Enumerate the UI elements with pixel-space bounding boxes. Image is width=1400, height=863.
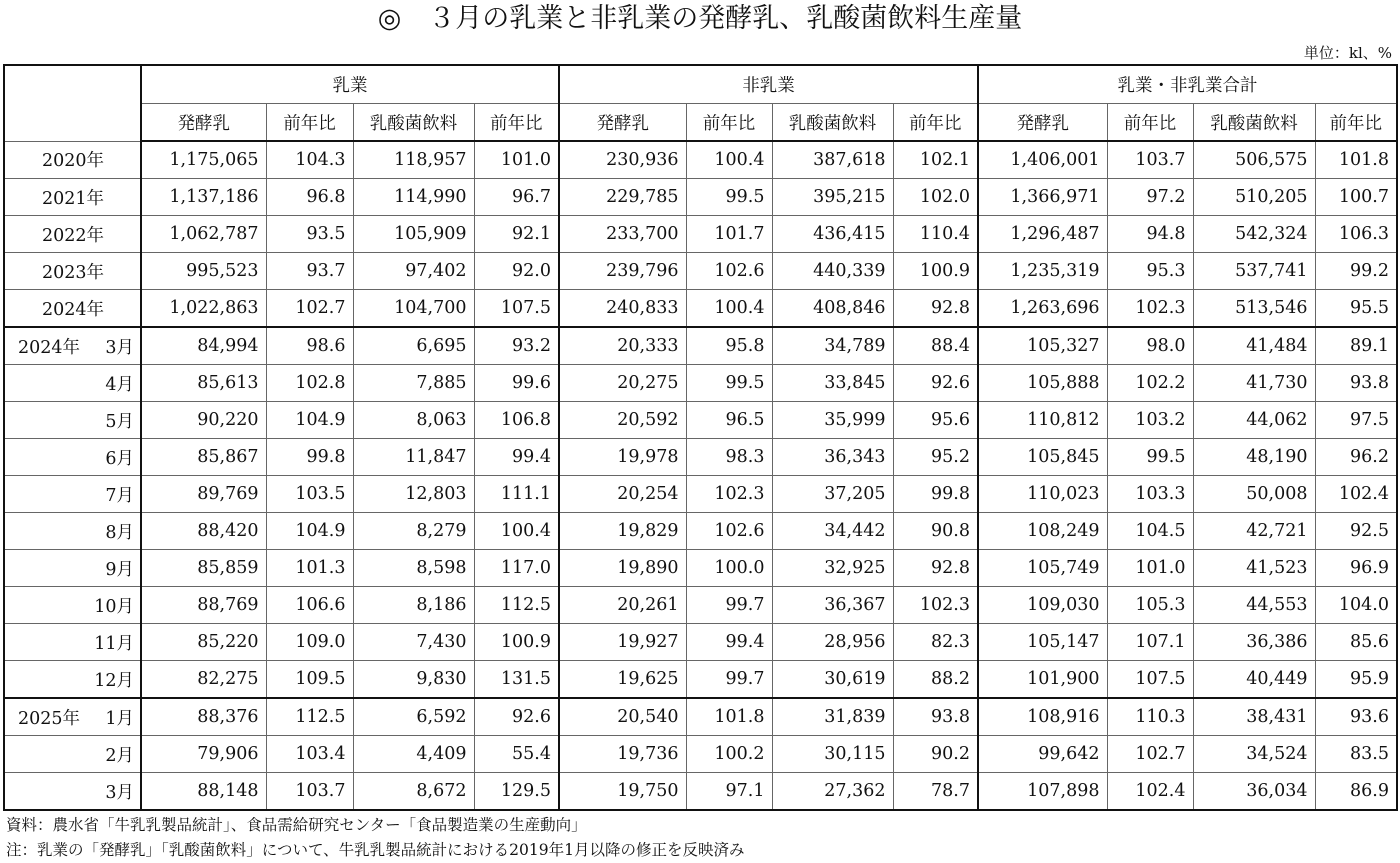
table-cell: 27,362: [772, 773, 893, 811]
table-cell: 99.4: [686, 624, 772, 661]
table-cell: 90.8: [893, 513, 978, 550]
table-cell: 100.4: [686, 141, 772, 179]
table-cell: 37,205: [772, 476, 893, 513]
table-cell: 8,598: [353, 550, 474, 587]
row-month: 6月: [105, 448, 134, 469]
table-cell: 102.7: [1107, 736, 1193, 773]
table-cell: 105,749: [978, 550, 1107, 587]
row-month: 8月: [105, 522, 134, 543]
row-month: 7月: [105, 485, 134, 506]
table-cell: 105,888: [978, 365, 1107, 402]
table-cell: 28,956: [772, 624, 893, 661]
column-header: 発酵乳: [978, 104, 1107, 142]
table-cell: 99.2: [1315, 253, 1397, 290]
row-label: [4, 141, 141, 179]
table-cell: 104.3: [266, 141, 353, 179]
table-cell: 100.7: [1315, 179, 1397, 216]
table-row: [4, 587, 1397, 624]
table-cell: 97.1: [686, 773, 772, 811]
table-cell: 1,175,065: [141, 141, 266, 179]
table-cell: 20,592: [559, 402, 686, 439]
table-cell: 82,275: [141, 661, 266, 699]
table-cell: 510,205: [1193, 179, 1315, 216]
table-cell: 109,030: [978, 587, 1107, 624]
table-cell: 106.3: [1315, 216, 1397, 253]
table-cell: 101.3: [266, 550, 353, 587]
table-cell: 103.2: [1107, 402, 1193, 439]
table-cell: 92.6: [474, 698, 559, 736]
table-cell: 96.7: [474, 179, 559, 216]
table-row: [4, 698, 1397, 736]
table-cell: 7,885: [353, 365, 474, 402]
table-cell: 19,625: [559, 661, 686, 699]
table-cell: 542,324: [1193, 216, 1315, 253]
table-cell: 55.4: [474, 736, 559, 773]
table-cell: 50,008: [1193, 476, 1315, 513]
table-cell: 1,263,696: [978, 290, 1107, 328]
table-cell: 102.8: [266, 365, 353, 402]
table-cell: 96.9: [1315, 550, 1397, 587]
column-header: 前年比: [1107, 104, 1193, 142]
table-cell: 395,215: [772, 179, 893, 216]
table-cell: 506,575: [1193, 141, 1315, 179]
table-cell: 36,386: [1193, 624, 1315, 661]
table-cell: 40,449: [1193, 661, 1315, 699]
table-cell: 35,999: [772, 402, 893, 439]
table-cell: 103.3: [1107, 476, 1193, 513]
table-cell: 97.5: [1315, 402, 1397, 439]
row-label: [4, 624, 141, 661]
table-cell: 103.7: [1107, 141, 1193, 179]
row-year: 2020年: [41, 151, 105, 172]
table-cell: 19,829: [559, 513, 686, 550]
source-note: 資料：農水省「牛乳乳製品統計」、食品需給研究センター「食品製造業の生産動向」: [6, 816, 587, 834]
table-cell: 92.5: [1315, 513, 1397, 550]
table-cell: 110,812: [978, 402, 1107, 439]
table-cell: 19,750: [559, 773, 686, 811]
table-cell: 110.3: [1107, 698, 1193, 736]
row-month: 5月: [105, 411, 134, 432]
table-cell: 105.3: [1107, 587, 1193, 624]
table-cell: 1,235,319: [978, 253, 1107, 290]
table-cell: 102.0: [893, 179, 978, 216]
table-cell: 31,839: [772, 698, 893, 736]
table-cell: 107.1: [1107, 624, 1193, 661]
table-cell: 100.9: [893, 253, 978, 290]
table-cell: 83.5: [1315, 736, 1397, 773]
table-cell: 1,137,186: [141, 179, 266, 216]
table-cell: 99.5: [686, 365, 772, 402]
table-cell: 19,927: [559, 624, 686, 661]
row-label: [4, 698, 141, 736]
row-year: 2024年: [41, 299, 105, 320]
table-cell: 94.8: [1107, 216, 1193, 253]
table-cell: 92.6: [893, 365, 978, 402]
row-year: 2023年: [41, 262, 105, 283]
table-cell: 112.5: [266, 698, 353, 736]
table-cell: 20,261: [559, 587, 686, 624]
row-label: [4, 773, 141, 811]
table-cell: 102.6: [686, 253, 772, 290]
table-cell: 12,803: [353, 476, 474, 513]
table-cell: 105,327: [978, 327, 1107, 365]
table-cell: 99,642: [978, 736, 1107, 773]
unit-label: 単位：kl、%: [1303, 44, 1392, 62]
row-label: [4, 513, 141, 550]
table-cell: 20,275: [559, 365, 686, 402]
column-header: 乳酸菌飲料: [353, 104, 474, 142]
table-cell: 112.5: [474, 587, 559, 624]
table-cell: 102.1: [893, 141, 978, 179]
table-cell: 93.5: [266, 216, 353, 253]
row-month: 1月: [105, 708, 134, 729]
table-cell: 995,523: [141, 253, 266, 290]
table-cell: 102.3: [686, 476, 772, 513]
table-cell: 100.4: [686, 290, 772, 328]
group-header-dairy: 乳業: [141, 65, 559, 104]
table-cell: 93.2: [474, 327, 559, 365]
column-header: 前年比: [474, 104, 559, 142]
table-cell: 95.5: [1315, 290, 1397, 328]
table-cell: 101.0: [474, 141, 559, 179]
footnote: 注：乳業の「発酵乳」「乳酸菌飲料」について、牛乳乳製品統計における2019年1月以降の修正を反映済み: [6, 841, 745, 859]
table-cell: 101.7: [686, 216, 772, 253]
table-cell: 20,540: [559, 698, 686, 736]
table-cell: 8,672: [353, 773, 474, 811]
table-cell: 19,890: [559, 550, 686, 587]
table-cell: 109.0: [266, 624, 353, 661]
table-cell: 104,700: [353, 290, 474, 328]
row-label: [4, 661, 141, 699]
table-cell: 38,431: [1193, 698, 1315, 736]
table-cell: 79,906: [141, 736, 266, 773]
row-label: [4, 402, 141, 439]
table-cell: 9,830: [353, 661, 474, 699]
table-cell: 229,785: [559, 179, 686, 216]
table-cell: 6,695: [353, 327, 474, 365]
table-cell: 88,376: [141, 698, 266, 736]
table-cell: 41,484: [1193, 327, 1315, 365]
table-cell: 104.9: [266, 513, 353, 550]
table-cell: 85,613: [141, 365, 266, 402]
table-cell: 104.5: [1107, 513, 1193, 550]
table-row: [4, 216, 1397, 253]
table-cell: 104.9: [266, 402, 353, 439]
table-cell: 33,845: [772, 365, 893, 402]
row-year: 2024年: [18, 337, 81, 358]
table-cell: 88,148: [141, 773, 266, 811]
row-year: 2025年: [18, 708, 81, 729]
column-header: 乳酸菌飲料: [1193, 104, 1315, 142]
table-cell: 105,909: [353, 216, 474, 253]
table-cell: 99.7: [686, 661, 772, 699]
table-cell: 88,769: [141, 587, 266, 624]
table-cell: 240,833: [559, 290, 686, 328]
column-header: 前年比: [1315, 104, 1397, 142]
table-cell: 92.0: [474, 253, 559, 290]
table-row: [4, 141, 1397, 179]
table-cell: 84,994: [141, 327, 266, 365]
table-cell: 99.6: [474, 365, 559, 402]
table-cell: 105,147: [978, 624, 1107, 661]
row-month: 10月: [94, 596, 134, 617]
table-cell: 92.1: [474, 216, 559, 253]
table-cell: 408,846: [772, 290, 893, 328]
row-month: 9月: [105, 559, 134, 580]
table-cell: 102.2: [1107, 365, 1193, 402]
table-row: [4, 179, 1397, 216]
table-cell: 90,220: [141, 402, 266, 439]
table-cell: 92.8: [893, 290, 978, 328]
table-cell: 34,524: [1193, 736, 1315, 773]
table-cell: 102.4: [1315, 476, 1397, 513]
table-row: [4, 736, 1397, 773]
column-header: 前年比: [893, 104, 978, 142]
table-cell: 440,339: [772, 253, 893, 290]
table-cell: 387,618: [772, 141, 893, 179]
column-header: 前年比: [266, 104, 353, 142]
table-cell: 98.3: [686, 439, 772, 476]
table-cell: 103.5: [266, 476, 353, 513]
table-cell: 11,847: [353, 439, 474, 476]
table-row: [4, 402, 1397, 439]
row-label: [4, 179, 141, 216]
table-cell: 99.4: [474, 439, 559, 476]
table-cell: 44,553: [1193, 587, 1315, 624]
table-cell: 36,343: [772, 439, 893, 476]
column-header: 乳酸菌飲料: [772, 104, 893, 142]
table-cell: 233,700: [559, 216, 686, 253]
table-cell: 85.6: [1315, 624, 1397, 661]
table-cell: 108,249: [978, 513, 1107, 550]
table-cell: 88.2: [893, 661, 978, 699]
table-cell: 100.0: [686, 550, 772, 587]
row-month: 3月: [105, 337, 134, 358]
table-cell: 88,420: [141, 513, 266, 550]
table-cell: 41,730: [1193, 365, 1315, 402]
table-cell: 93.7: [266, 253, 353, 290]
group-header-non-dairy: 非乳業: [559, 65, 978, 104]
table-row: [4, 773, 1397, 811]
table-cell: 8,186: [353, 587, 474, 624]
table-row: [4, 439, 1397, 476]
table-cell: 1,406,001: [978, 141, 1107, 179]
table-cell: 98.6: [266, 327, 353, 365]
table-cell: 107,898: [978, 773, 1107, 811]
table-cell: 86.9: [1315, 773, 1397, 811]
table-cell: 89.1: [1315, 327, 1397, 365]
table-cell: 537,741: [1193, 253, 1315, 290]
table-cell: 99.5: [686, 179, 772, 216]
production-table: [3, 64, 1398, 811]
table-cell: 42,721: [1193, 513, 1315, 550]
table-cell: 105,845: [978, 439, 1107, 476]
table-cell: 19,736: [559, 736, 686, 773]
table-cell: 99.7: [686, 587, 772, 624]
corner-cell: [4, 65, 141, 141]
row-month: 4月: [105, 374, 134, 395]
table-cell: 110,023: [978, 476, 1107, 513]
table-cell: 89,769: [141, 476, 266, 513]
table-cell: 239,796: [559, 253, 686, 290]
table-cell: 95.6: [893, 402, 978, 439]
table-cell: 41,523: [1193, 550, 1315, 587]
table-cell: 117.0: [474, 550, 559, 587]
table-cell: 99.8: [893, 476, 978, 513]
row-label: [4, 290, 141, 328]
table-cell: 99.8: [266, 439, 353, 476]
table-cell: 104.0: [1315, 587, 1397, 624]
table-cell: 111.1: [474, 476, 559, 513]
table-cell: 109.5: [266, 661, 353, 699]
table-cell: 93.8: [1315, 365, 1397, 402]
table-cell: 106.6: [266, 587, 353, 624]
table-cell: 230,936: [559, 141, 686, 179]
table-cell: 102.6: [686, 513, 772, 550]
table-cell: 436,415: [772, 216, 893, 253]
table-cell: 101.8: [686, 698, 772, 736]
table-cell: 90.2: [893, 736, 978, 773]
table-cell: 102.3: [893, 587, 978, 624]
table-cell: 30,115: [772, 736, 893, 773]
table-row: [4, 290, 1397, 328]
row-label: [4, 365, 141, 402]
table-cell: 1,366,971: [978, 179, 1107, 216]
table-cell: 48,190: [1193, 439, 1315, 476]
table-cell: 106.8: [474, 402, 559, 439]
table-cell: 101,900: [978, 661, 1107, 699]
row-month: 12月: [94, 670, 134, 691]
table-cell: 102.4: [1107, 773, 1193, 811]
row-label: [4, 327, 141, 365]
table-cell: 85,859: [141, 550, 266, 587]
table-cell: 103.7: [266, 773, 353, 811]
table-cell: 36,367: [772, 587, 893, 624]
table-row: [4, 476, 1397, 513]
row-year: 2022年: [41, 225, 105, 246]
column-header: 前年比: [686, 104, 772, 142]
table-cell: 93.8: [893, 698, 978, 736]
table-cell: 102.3: [1107, 290, 1193, 328]
table-cell: 78.7: [893, 773, 978, 811]
table-cell: 6,592: [353, 698, 474, 736]
table-cell: 20,333: [559, 327, 686, 365]
table-cell: 30,619: [772, 661, 893, 699]
table-row: [4, 365, 1397, 402]
table-cell: 95.2: [893, 439, 978, 476]
table-cell: 100.4: [474, 513, 559, 550]
table-cell: 95.9: [1315, 661, 1397, 699]
table-cell: 1,296,487: [978, 216, 1107, 253]
table-cell: 101.8: [1315, 141, 1397, 179]
table-cell: 97.2: [1107, 179, 1193, 216]
table-cell: 1,062,787: [141, 216, 266, 253]
table-cell: 101.0: [1107, 550, 1193, 587]
table-cell: 95.3: [1107, 253, 1193, 290]
row-year: 2021年: [41, 188, 105, 209]
table-cell: 36,034: [1193, 773, 1315, 811]
table-cell: 93.6: [1315, 698, 1397, 736]
table-cell: 4,409: [353, 736, 474, 773]
table-cell: 95.8: [686, 327, 772, 365]
table-row: [4, 624, 1397, 661]
table-cell: 108,916: [978, 698, 1107, 736]
column-header: 発酵乳: [141, 104, 266, 142]
table-cell: 34,789: [772, 327, 893, 365]
row-label: [4, 476, 141, 513]
row-label: [4, 550, 141, 587]
table-cell: 129.5: [474, 773, 559, 811]
table-cell: 100.2: [686, 736, 772, 773]
table-row: [4, 661, 1397, 699]
table-cell: 8,063: [353, 402, 474, 439]
row-month: 2月: [105, 745, 134, 766]
table-cell: 92.8: [893, 550, 978, 587]
notes: [6, 813, 744, 863]
table-cell: 513,546: [1193, 290, 1315, 328]
table-cell: 44,062: [1193, 402, 1315, 439]
row-label: [4, 439, 141, 476]
table-cell: 85,220: [141, 624, 266, 661]
table-cell: 100.9: [474, 624, 559, 661]
table-cell: 131.5: [474, 661, 559, 699]
table-cell: 85,867: [141, 439, 266, 476]
column-header: 発酵乳: [559, 104, 686, 142]
table-cell: 8,279: [353, 513, 474, 550]
row-month: 3月: [105, 782, 134, 803]
table-cell: 88.4: [893, 327, 978, 365]
table-cell: 96.8: [266, 179, 353, 216]
table-cell: 1,022,863: [141, 290, 266, 328]
table-cell: 97,402: [353, 253, 474, 290]
table-cell: 102.7: [266, 290, 353, 328]
subheader-row: [4, 104, 1397, 142]
table-cell: 98.0: [1107, 327, 1193, 365]
table-cell: 19,978: [559, 439, 686, 476]
table-row: [4, 550, 1397, 587]
page-title: ◎ ３月の乳業と非乳業の発酵乳、乳酸菌飲料生産量: [377, 3, 1023, 34]
table-cell: 103.4: [266, 736, 353, 773]
table-cell: 99.5: [1107, 439, 1193, 476]
row-label: [4, 736, 141, 773]
table-cell: 114,990: [353, 179, 474, 216]
group-header-total: 乳業・非乳業合計: [978, 65, 1397, 104]
table-row: [4, 513, 1397, 550]
table-cell: 107.5: [474, 290, 559, 328]
row-month: 11月: [94, 633, 134, 654]
table-cell: 32,925: [772, 550, 893, 587]
table-body: [4, 141, 1397, 810]
table-row: [4, 327, 1397, 365]
row-label: [4, 216, 141, 253]
row-label: [4, 587, 141, 624]
table-cell: 20,254: [559, 476, 686, 513]
table-cell: 82.3: [893, 624, 978, 661]
row-label: [4, 253, 141, 290]
table-cell: 34,442: [772, 513, 893, 550]
table-row: [4, 253, 1397, 290]
table-cell: 7,430: [353, 624, 474, 661]
table-cell: 96.2: [1315, 439, 1397, 476]
table-cell: 110.4: [893, 216, 978, 253]
table-cell: 107.5: [1107, 661, 1193, 699]
table-cell: 96.5: [686, 402, 772, 439]
table-cell: 118,957: [353, 141, 474, 179]
